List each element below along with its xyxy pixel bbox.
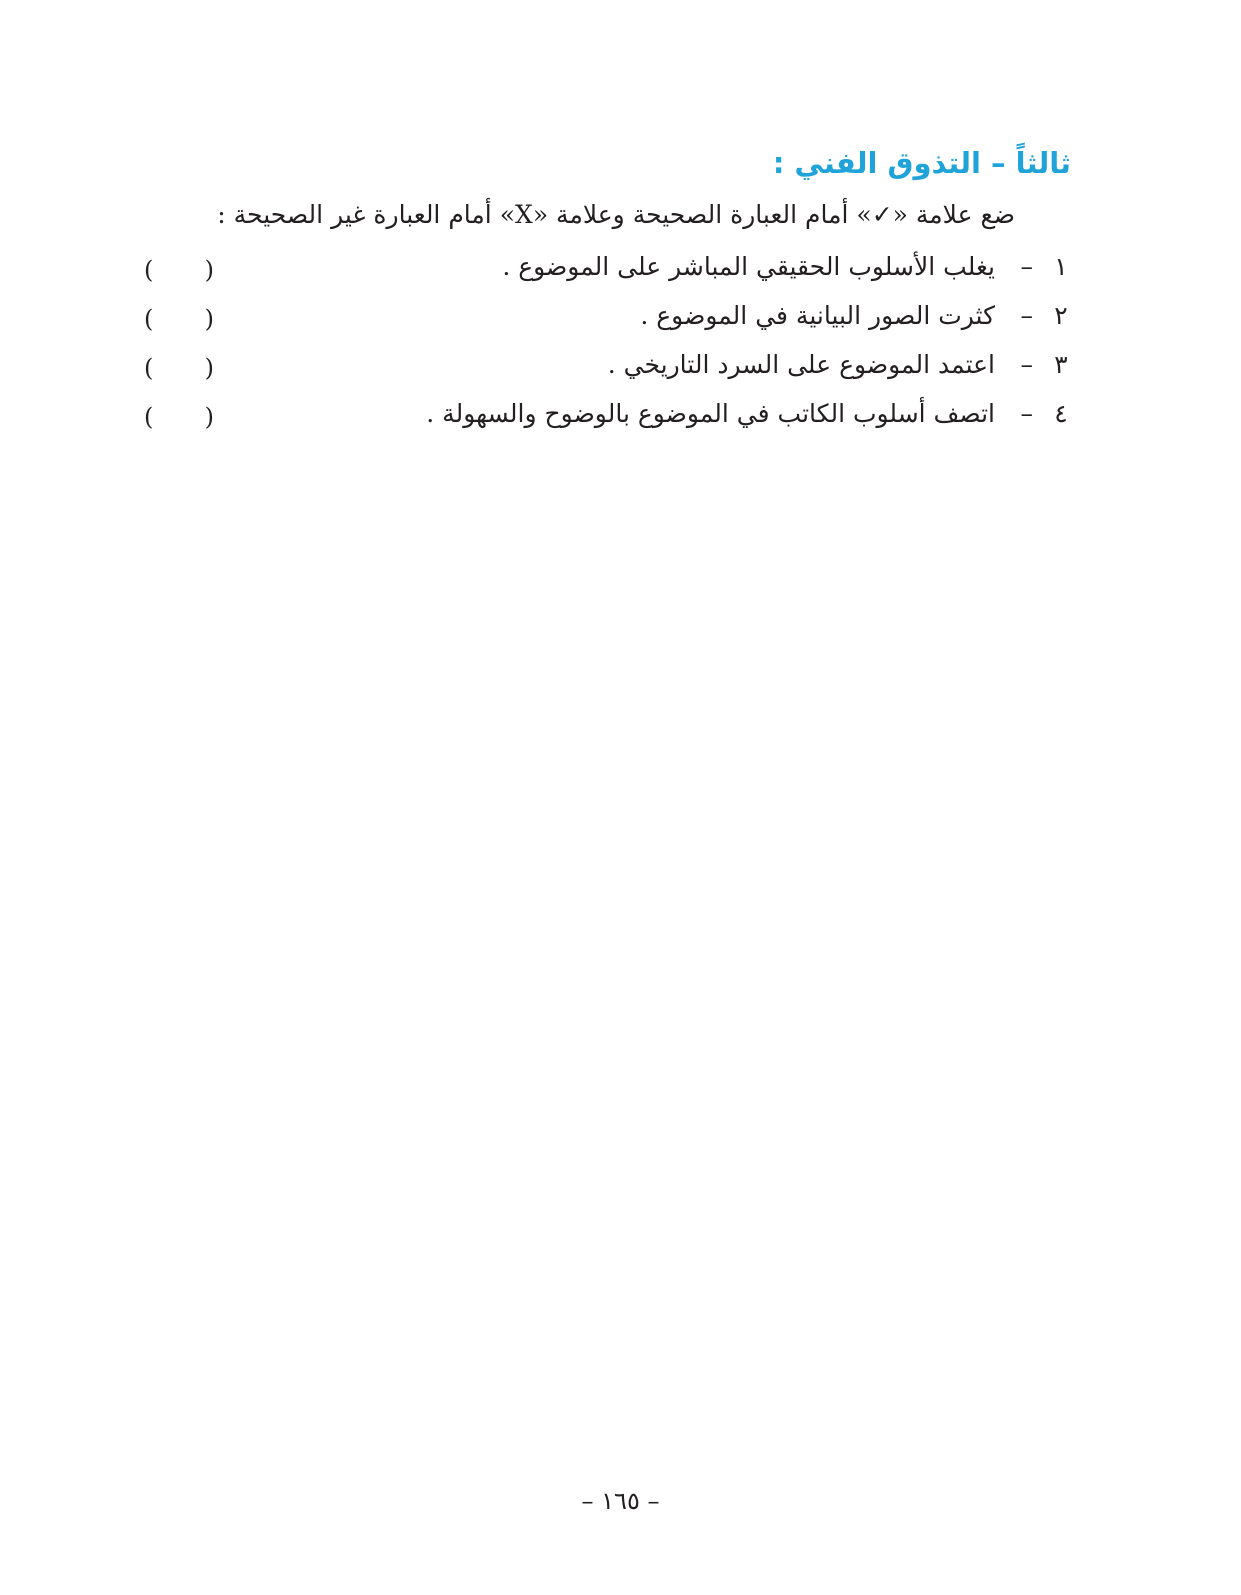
answer-box-close: ): [204, 403, 214, 431]
answer-box-close: ): [204, 256, 214, 284]
statement-dash: –: [1020, 350, 1033, 379]
statement-text: اتصف أسلوب الكاتب في الموضوع بالوضوح والسهولة .: [426, 399, 995, 428]
answer-box-open: (: [144, 305, 154, 333]
statement-item-4: [120, 399, 1071, 448]
answer-box-open: (: [144, 256, 154, 284]
answer-box[interactable]: [144, 350, 214, 386]
page-number: – ١٦٥ –: [581, 1487, 660, 1515]
answer-box[interactable]: [144, 301, 214, 337]
statement-text: كثرت الصور البيانية في الموضوع .: [640, 301, 995, 330]
answer-box-close: ): [204, 354, 214, 382]
section-heading: ثالثاً – التذوق الفني :: [772, 146, 1071, 180]
answer-box-open: (: [144, 354, 154, 382]
statement-number: ٢: [1054, 301, 1068, 330]
statement-list: [120, 252, 1071, 448]
statement-number: ٣: [1054, 350, 1068, 379]
statement-item-2: [120, 301, 1071, 350]
statement-number: ١: [1054, 252, 1068, 281]
statement-text: يغلب الأسلوب الحقيقي المباشر على الموضوع .: [502, 252, 995, 281]
statement-dash: –: [1020, 252, 1033, 281]
exercise-instruction: ضع علامة «✓» أمام العبارة الصحيحة وعلامة «X» أمام العبارة غير الصحيحة :: [217, 200, 1015, 229]
statement-number: ٤: [1054, 399, 1068, 428]
answer-box[interactable]: [144, 252, 214, 288]
statement-dash: –: [1020, 301, 1033, 330]
answer-box[interactable]: [144, 399, 214, 435]
statement-item-3: [120, 350, 1071, 399]
statement-text: اعتمد الموضوع على السرد التاريخي .: [607, 350, 995, 379]
answer-box-open: (: [144, 403, 154, 431]
statement-item-1: [120, 252, 1071, 301]
statement-dash: –: [1020, 399, 1033, 428]
answer-box-close: ): [204, 305, 214, 333]
